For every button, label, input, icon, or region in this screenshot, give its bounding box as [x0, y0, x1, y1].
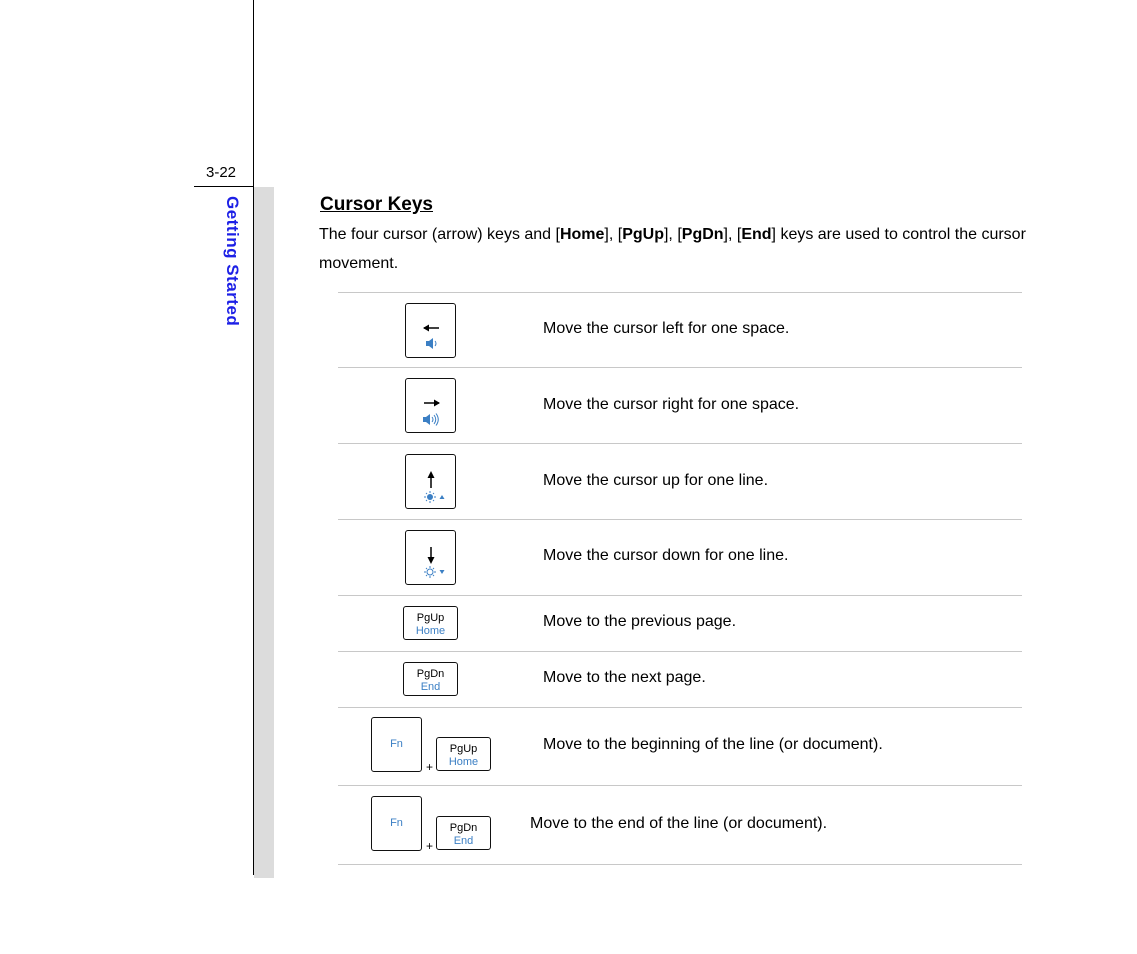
intro-text: ], [	[723, 226, 742, 243]
key-secondary-label: Home	[448, 756, 479, 768]
row-description: Move to the beginning of the line (or document).	[543, 736, 883, 753]
fn-key	[371, 717, 422, 772]
row-description: Move to the end of the line (or document).	[530, 815, 828, 832]
brightness-up-icon	[424, 491, 445, 503]
section-title: Cursor Keys	[320, 194, 433, 215]
intro-key-pgup: PgUp	[622, 226, 664, 243]
key-secondary-label: Home	[415, 625, 446, 637]
page-number-rule	[194, 186, 254, 187]
volume-down-icon	[426, 338, 436, 349]
row-description: Move the cursor right for one space.	[543, 396, 800, 413]
intro-text: ], [	[604, 226, 623, 243]
intro-key-home: Home	[559, 226, 605, 243]
table-rule	[338, 707, 1022, 708]
intro-text: ], [	[663, 226, 682, 243]
intro-paragraph	[319, 220, 1034, 278]
row-description: Move the cursor up for one line.	[543, 472, 769, 489]
left-arrow-key	[405, 303, 456, 358]
key-primary-label: PgUp	[449, 743, 478, 755]
intro-key-end: End	[741, 226, 772, 243]
pgup-home-key	[436, 737, 491, 771]
row-description: Move to the previous page.	[543, 613, 737, 630]
fn-key	[371, 796, 422, 851]
left-arrow-icon	[406, 304, 457, 359]
up-arrow-key	[405, 454, 456, 509]
table-rule	[338, 651, 1022, 652]
key-secondary-label: End	[420, 681, 441, 693]
row-description: Move to the next page.	[543, 669, 706, 686]
chapter-sidebar-bar	[254, 187, 274, 878]
key-primary-label: PgDn	[416, 668, 445, 680]
intro-text: The four cursor (arrow) keys and [	[319, 226, 560, 243]
intro-text: ] keys are used to control the cursor movement.	[319, 226, 1026, 272]
page-number: 3-22	[206, 164, 237, 181]
table-rule	[338, 595, 1022, 596]
pgdn-end-key	[403, 662, 458, 696]
right-arrow-icon	[406, 379, 457, 434]
row-description: Move the cursor down for one line.	[543, 547, 789, 564]
brightness-down-icon	[424, 566, 445, 578]
down-arrow-icon	[406, 531, 457, 586]
intro-key-pgdn: PgDn	[681, 226, 724, 243]
pgdn-end-key	[436, 816, 491, 850]
key-primary-label: PgDn	[449, 822, 478, 834]
chapter-title: Getting Started	[223, 196, 242, 327]
fn-key-label: Fn	[390, 738, 403, 750]
row-description: Move the cursor left for one space.	[543, 320, 790, 337]
volume-up-icon	[423, 414, 438, 426]
table-rule	[338, 864, 1022, 865]
down-arrow-key	[405, 530, 456, 585]
table-rule	[338, 292, 1022, 293]
table-rule	[338, 443, 1022, 444]
right-arrow-key	[405, 378, 456, 433]
pgup-home-key	[403, 606, 458, 640]
key-secondary-label: End	[453, 835, 474, 847]
table-rule	[338, 367, 1022, 368]
plus-sign: +	[426, 839, 434, 853]
plus-sign: +	[426, 760, 434, 774]
table-rule	[338, 785, 1022, 786]
table-rule	[338, 519, 1022, 520]
fn-key-label: Fn	[390, 817, 403, 829]
key-primary-label: PgUp	[416, 612, 445, 624]
up-arrow-icon	[406, 455, 457, 510]
